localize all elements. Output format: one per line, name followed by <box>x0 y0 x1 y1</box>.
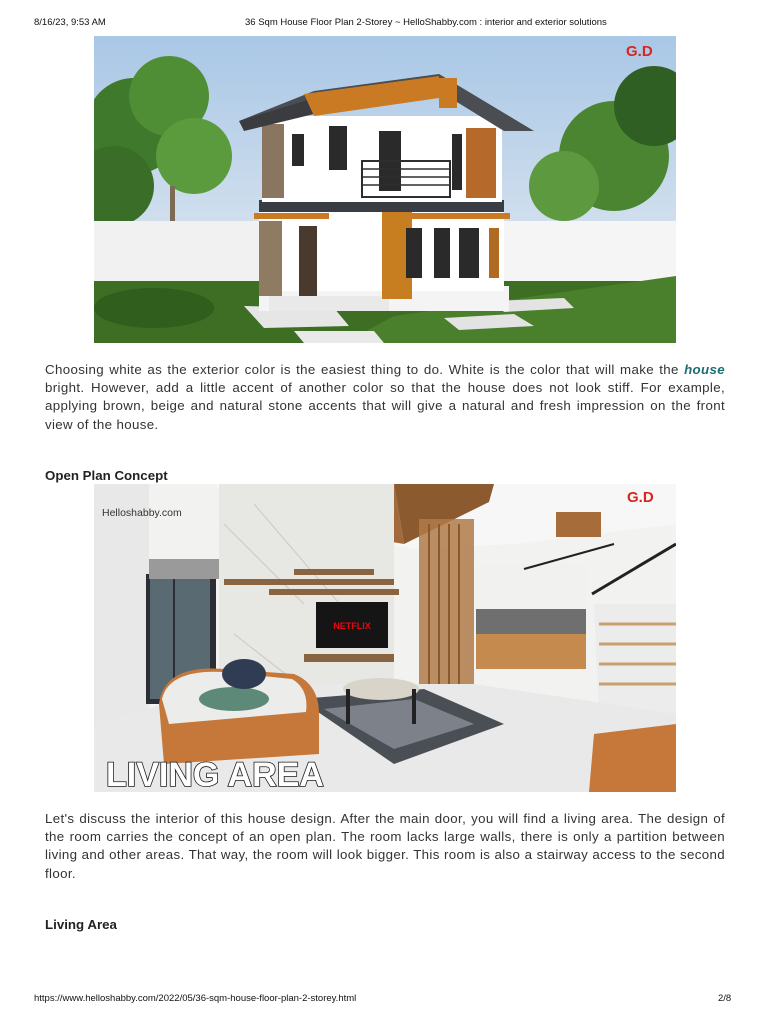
exterior-logo: G.D <box>626 43 653 60</box>
exterior-paragraph <box>45 361 725 434</box>
print-page-title: 36 Sqm House Floor Plan 2-Storey ~ HelloShabby.com : interior and exterior solutions <box>245 17 607 28</box>
living-area-heading: Living Area <box>45 917 117 932</box>
living-area-caption: LIVING AREA <box>106 756 324 792</box>
interior-logo: G.D <box>627 489 654 506</box>
print-page-number: 2/8 <box>718 993 732 1004</box>
paragraph-text: bright. However, add a little accent of another color so that the house does not look stiff. For example, applying brown, beige and natural stone accents that will give a natural and fresh impression on the front view of the house. <box>45 380 725 432</box>
house-link[interactable]: house <box>684 362 725 377</box>
print-datetime: 8/16/23, 9:53 AM <box>34 17 106 28</box>
paragraph-text: Choosing white as the exterior color is the easiest thing to do. White is the color that will make the <box>45 362 685 377</box>
interior-paragraph: Let's discuss the interior of this house design. After the main door, you will find a living area. The design of the room carries the concept of an open plan. The room lacks large walls, there is only a partition between living and other areas. That way, the room will look bigger. This room is also a stairway access to the second floor. <box>45 811 725 881</box>
open-plan-heading: Open Plan Concept <box>45 468 168 483</box>
house-exterior-image <box>94 36 676 343</box>
living-area-image <box>94 484 676 792</box>
tv-netflix-text: NETFLIX <box>333 621 371 631</box>
watermark-text: Helloshabby.com <box>102 507 182 519</box>
print-header <box>0 17 768 29</box>
print-url: https://www.helloshabby.com/2022/05/36-sqm-house-floor-plan-2-storey.html <box>34 993 357 1004</box>
